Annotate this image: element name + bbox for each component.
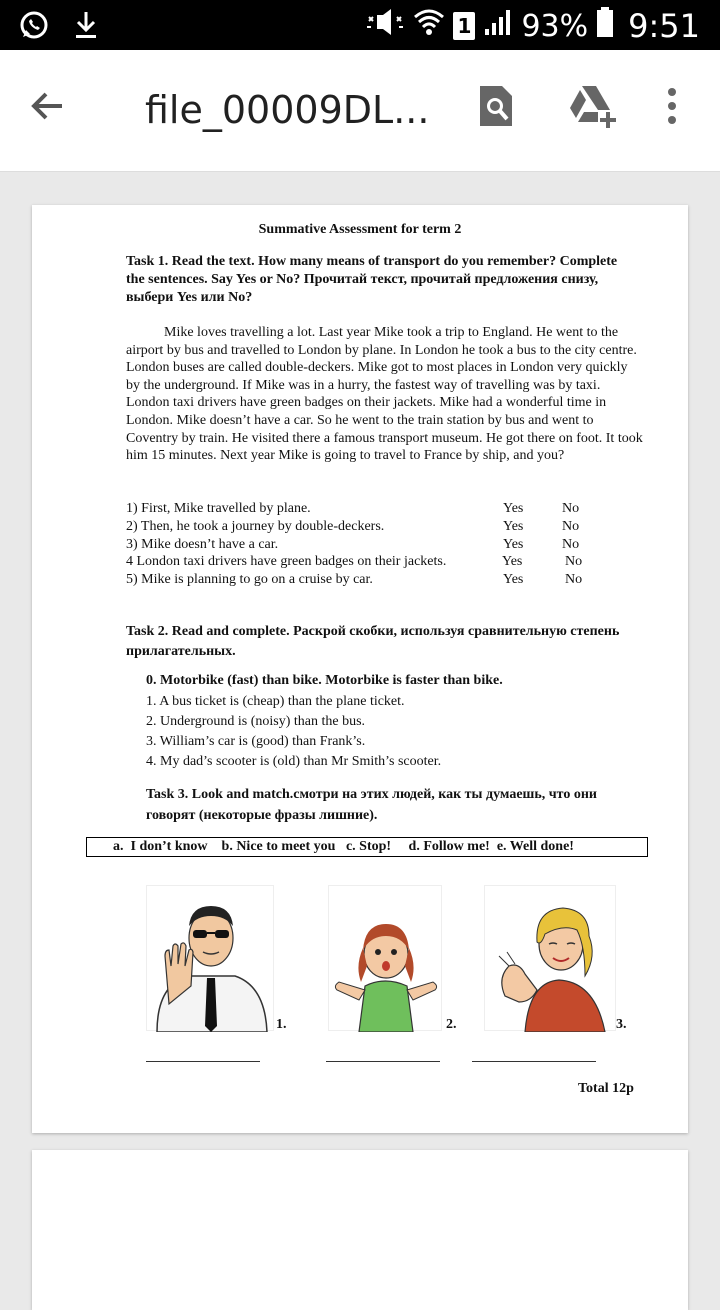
- file-title: file_00009DL...: [145, 88, 430, 132]
- document-search-icon: [476, 84, 516, 128]
- yes-option: Yes: [503, 501, 524, 516]
- document-page[interactable]: [32, 205, 688, 1133]
- whatsapp-icon: [18, 9, 50, 46]
- question-text: 5) Mike is planning to go on a cruise by car.: [126, 572, 373, 587]
- more-vert-icon: [666, 86, 678, 126]
- no-option: No: [562, 537, 580, 552]
- picture-number: 2.: [446, 1017, 457, 1032]
- app-bar: [0, 50, 720, 172]
- task2-item: 2. Underground is (noisy) than the bus.: [146, 714, 366, 729]
- task2-item: 3. William’s car is (good) than Frank’s.: [146, 734, 366, 749]
- task2-item: 4. My dad’s scooter is (old) than Mr Smith’s scooter.: [146, 754, 442, 769]
- question-text: 3) Mike doesn’t have a car.: [126, 537, 279, 552]
- no-option: No: [565, 572, 583, 587]
- signal-icon: [483, 7, 513, 45]
- task3-heading: Task 3. Look and match.смотри на этих людей, как ты думаешь, что они говорят (некоторые фразы лишние).: [146, 787, 597, 823]
- question-text: 4 London taxi drivers have green badges on their jackets.: [126, 554, 447, 569]
- task2-example: 0. Motorbike (fast) than bike. Motorbike is faster than bike.: [146, 673, 503, 688]
- girl-shrug-picture: [328, 885, 442, 1031]
- question-row: [126, 572, 583, 588]
- woman-clapping-picture: [484, 885, 616, 1031]
- question-row: [126, 519, 580, 535]
- task1-heading: Task 1. Read the text. How many means of transport do you remember? Complete the sentences. Say Yes or No? Прочитай текст, прочитай предложения снизу, выбери Yes или No?: [126, 254, 618, 305]
- find-in-document-button[interactable]: [476, 84, 516, 133]
- picture-number: 3.: [616, 1017, 627, 1032]
- drive-add-icon: [568, 84, 618, 128]
- answer-line: [472, 1061, 596, 1062]
- battery-icon: [596, 6, 614, 46]
- mute-icon: [365, 7, 405, 45]
- sim-icon: 1: [453, 12, 475, 40]
- no-option: No: [562, 519, 580, 534]
- yes-option: Yes: [503, 537, 524, 552]
- no-option: No: [562, 501, 580, 516]
- battery-percent: 93%: [521, 8, 589, 44]
- next-page[interactable]: [32, 1150, 688, 1310]
- yes-option: Yes: [502, 554, 523, 569]
- yes-option: Yes: [503, 519, 524, 534]
- question-text: 2) Then, he took a journey by double-deckers.: [126, 519, 385, 534]
- status-bar: [0, 0, 720, 50]
- answer-line: [146, 1061, 260, 1062]
- task2-item: 1. A bus ticket is (cheap) than the plane ticket.: [146, 694, 405, 709]
- reading-paragraph: Mike loves travelling a lot. Last year Mike took a trip to England. He went to the airport by bus and travelled to London by plane. In London he took a bus to the city centre. London buses are called double-deckers. Mike got to most places in London very quickly by the underground. If Mike was in a hurry, the fastest way of travelling was by taxi. London taxi drivers have green badges on their jackets. Mike had a wonderful time in London. Mike doesn’t have a car. So he went to the train station by bus and went to Coventry by train. He visited there a famous transport museum. He got there on foot. It took him 15 minutes. Next year Mike is going to travel to France by ship, and you?: [126, 325, 643, 464]
- total-score: Total 12p: [578, 1081, 634, 1096]
- question-text: 1) First, Mike travelled by plane.: [126, 501, 311, 516]
- download-icon: [72, 9, 100, 46]
- clock: 9:51: [628, 7, 700, 45]
- man-stop-picture: [146, 885, 274, 1031]
- add-to-drive-button[interactable]: [568, 84, 618, 133]
- question-row: [126, 554, 583, 570]
- wifi-icon: [413, 7, 445, 45]
- phrase-box: a. I don’t know b. Nice to meet you c. Stop! d. Follow me! e. Well done!: [86, 837, 648, 857]
- back-button[interactable]: [28, 86, 68, 126]
- more-options-button[interactable]: [666, 86, 678, 131]
- task2-heading: Task 2. Read and complete. Раскрой скобки, используя сравнительную степень прилагательных.: [126, 624, 620, 659]
- answer-line: [326, 1061, 440, 1062]
- question-row: [126, 501, 580, 517]
- arrow-left-icon: [28, 86, 68, 126]
- yes-option: Yes: [503, 572, 524, 587]
- no-option: No: [565, 554, 583, 569]
- document-title: Summative Assessment for term 2: [258, 222, 462, 237]
- question-row: [126, 537, 580, 553]
- picture-number: 1.: [276, 1017, 287, 1032]
